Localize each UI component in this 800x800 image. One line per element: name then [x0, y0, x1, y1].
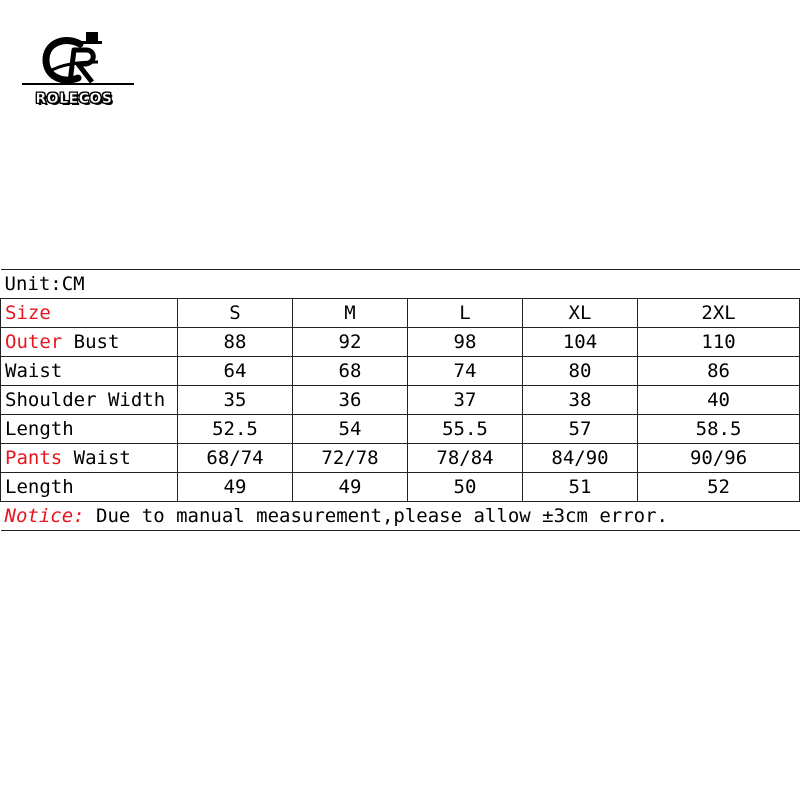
table-cell: 64 — [178, 357, 293, 386]
table-row — [1, 473, 800, 502]
table-cell: 68/74 — [178, 444, 293, 473]
table-cell: 51 — [523, 473, 638, 502]
table-cell: 55.5 — [408, 415, 523, 444]
size-header-l: L — [408, 299, 523, 328]
table-cell: 49 — [293, 473, 408, 502]
brand-name-plate — [26, 88, 122, 110]
table-cell: 52 — [638, 473, 800, 502]
row-label — [1, 444, 178, 473]
table-row — [1, 328, 800, 357]
row-label-text: Waist — [62, 447, 131, 469]
brand-name: ROLECOS — [35, 91, 113, 107]
table-cell: 38 — [523, 386, 638, 415]
notice-row — [1, 502, 800, 531]
section-prefix: Pants — [5, 447, 63, 469]
size-header-s: S — [178, 299, 293, 328]
table-cell: 84/90 — [523, 444, 638, 473]
table-cell: 35 — [178, 386, 293, 415]
size-label: Size — [1, 299, 178, 328]
table-cell: 37 — [408, 386, 523, 415]
table-cell: 80 — [523, 357, 638, 386]
row-label: Length — [1, 473, 178, 502]
brand-logo — [22, 28, 134, 116]
unit-label: Unit:CM — [1, 270, 800, 299]
table-cell: 50 — [408, 473, 523, 502]
table-cell: 40 — [638, 386, 800, 415]
table-cell: 90/96 — [638, 444, 800, 473]
notice-text: Due to manual measurement,please allow ±3cm error. — [84, 505, 668, 527]
size-header-row — [1, 299, 800, 328]
table-row — [1, 415, 800, 444]
table-cell: 36 — [293, 386, 408, 415]
table-cell: 72/78 — [293, 444, 408, 473]
table-cell: 52.5 — [178, 415, 293, 444]
section-prefix: Outer — [5, 331, 63, 353]
table-cell: 68 — [293, 357, 408, 386]
monogram-icon — [22, 28, 134, 90]
table-row — [1, 357, 800, 386]
table-cell: 104 — [523, 328, 638, 357]
table-cell: 74 — [408, 357, 523, 386]
table-cell: 110 — [638, 328, 800, 357]
row-label — [1, 328, 178, 357]
row-label: Waist — [1, 357, 178, 386]
notice — [1, 502, 800, 531]
table-cell: 92 — [293, 328, 408, 357]
table-row — [1, 444, 800, 473]
unit-row — [1, 270, 800, 299]
table-cell: 57 — [523, 415, 638, 444]
table-cell: 49 — [178, 473, 293, 502]
table-cell: 88 — [178, 328, 293, 357]
size-header-m: M — [293, 299, 408, 328]
row-label-text: Bust — [62, 331, 120, 353]
size-header-2xl: 2XL — [638, 299, 800, 328]
size-header-xl: XL — [523, 299, 638, 328]
table-row — [1, 386, 800, 415]
table-cell: 86 — [638, 357, 800, 386]
notice-label: Notice: — [4, 505, 85, 527]
table-cell: 78/84 — [408, 444, 523, 473]
table-cell: 98 — [408, 328, 523, 357]
table-cell: 58.5 — [638, 415, 800, 444]
size-chart-table — [0, 269, 800, 531]
row-label: Shoulder Width — [1, 386, 178, 415]
row-label: Length — [1, 415, 178, 444]
table-cell: 54 — [293, 415, 408, 444]
